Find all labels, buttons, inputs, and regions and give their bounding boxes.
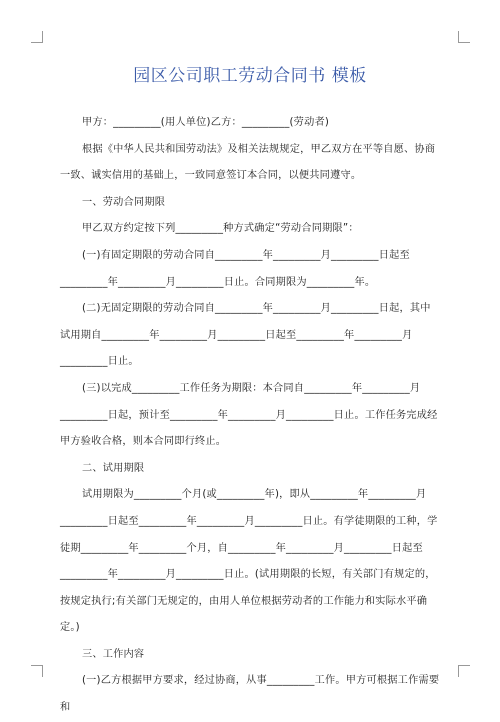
- crop-mark-bottom-left: [31, 665, 43, 677]
- contract-body: [60, 110, 440, 722]
- work-content-paragraph: (一)乙方根据甲方要求，经过协商，从事_________工作。甲方可根据工作需要和: [60, 675, 440, 714]
- section-heading-probation: 二、试用期限: [82, 462, 145, 474]
- crop-mark-top-left: [31, 31, 43, 43]
- open-term-paragraph: (二)无固定期限的劳动合同自_________年_________月_________日起，其中试用期自_________年_________月_________日起至_________年_________月_________日止。: [60, 303, 431, 368]
- crop-mark-bottom-right: [458, 665, 470, 677]
- crop-mark-top-right: [458, 31, 470, 43]
- term-method-paragraph: 甲乙双方约定按下列_________种方式确定“劳动合同期限”：: [82, 223, 359, 235]
- party-line: 甲方：_________(用人单位)乙方：_________(劳动者): [82, 117, 330, 128]
- section-heading-term: 一、劳动合同期限: [82, 196, 166, 208]
- preamble-paragraph: 根据《中华人民共和国劳动法》及相关法规规定，甲乙双方在平等自愿、协商一致、诚实信用的基础上，一致同意签订本合同，以便共同遵守。: [60, 143, 436, 182]
- task-term-paragraph: (三)以完成_________工作任务为期限：本合同自_________年_________月_________日起，预计至_________年_________月_________日止。工作任务完成经甲方验收合格，则本合同即行终止。: [60, 382, 438, 448]
- page-title: 园区公司职工劳动合同书 模板: [133, 66, 367, 86]
- fixed-term-paragraph: (一)有固定期限的劳动合同自_________年_________月_________日起至_________年_________月_________日止。合同期限为_________年。: [60, 249, 410, 288]
- probation-paragraph: 试用期限为_________个月(或_________年)，即从_________年_________月_________日起至_________年_________月_________日止。有学徒期限的工种，学徒期_________年_________个月，自_________年_________月_________日起至_________年_________月_________日止。(试用期限的长短，有关部门有规定的，按规定执行;有关部门无规定的，由用人单位根据劳动者的工作能力和实际水平确定。): [60, 489, 438, 634]
- section-heading-work: 三、工作内容: [82, 648, 145, 660]
